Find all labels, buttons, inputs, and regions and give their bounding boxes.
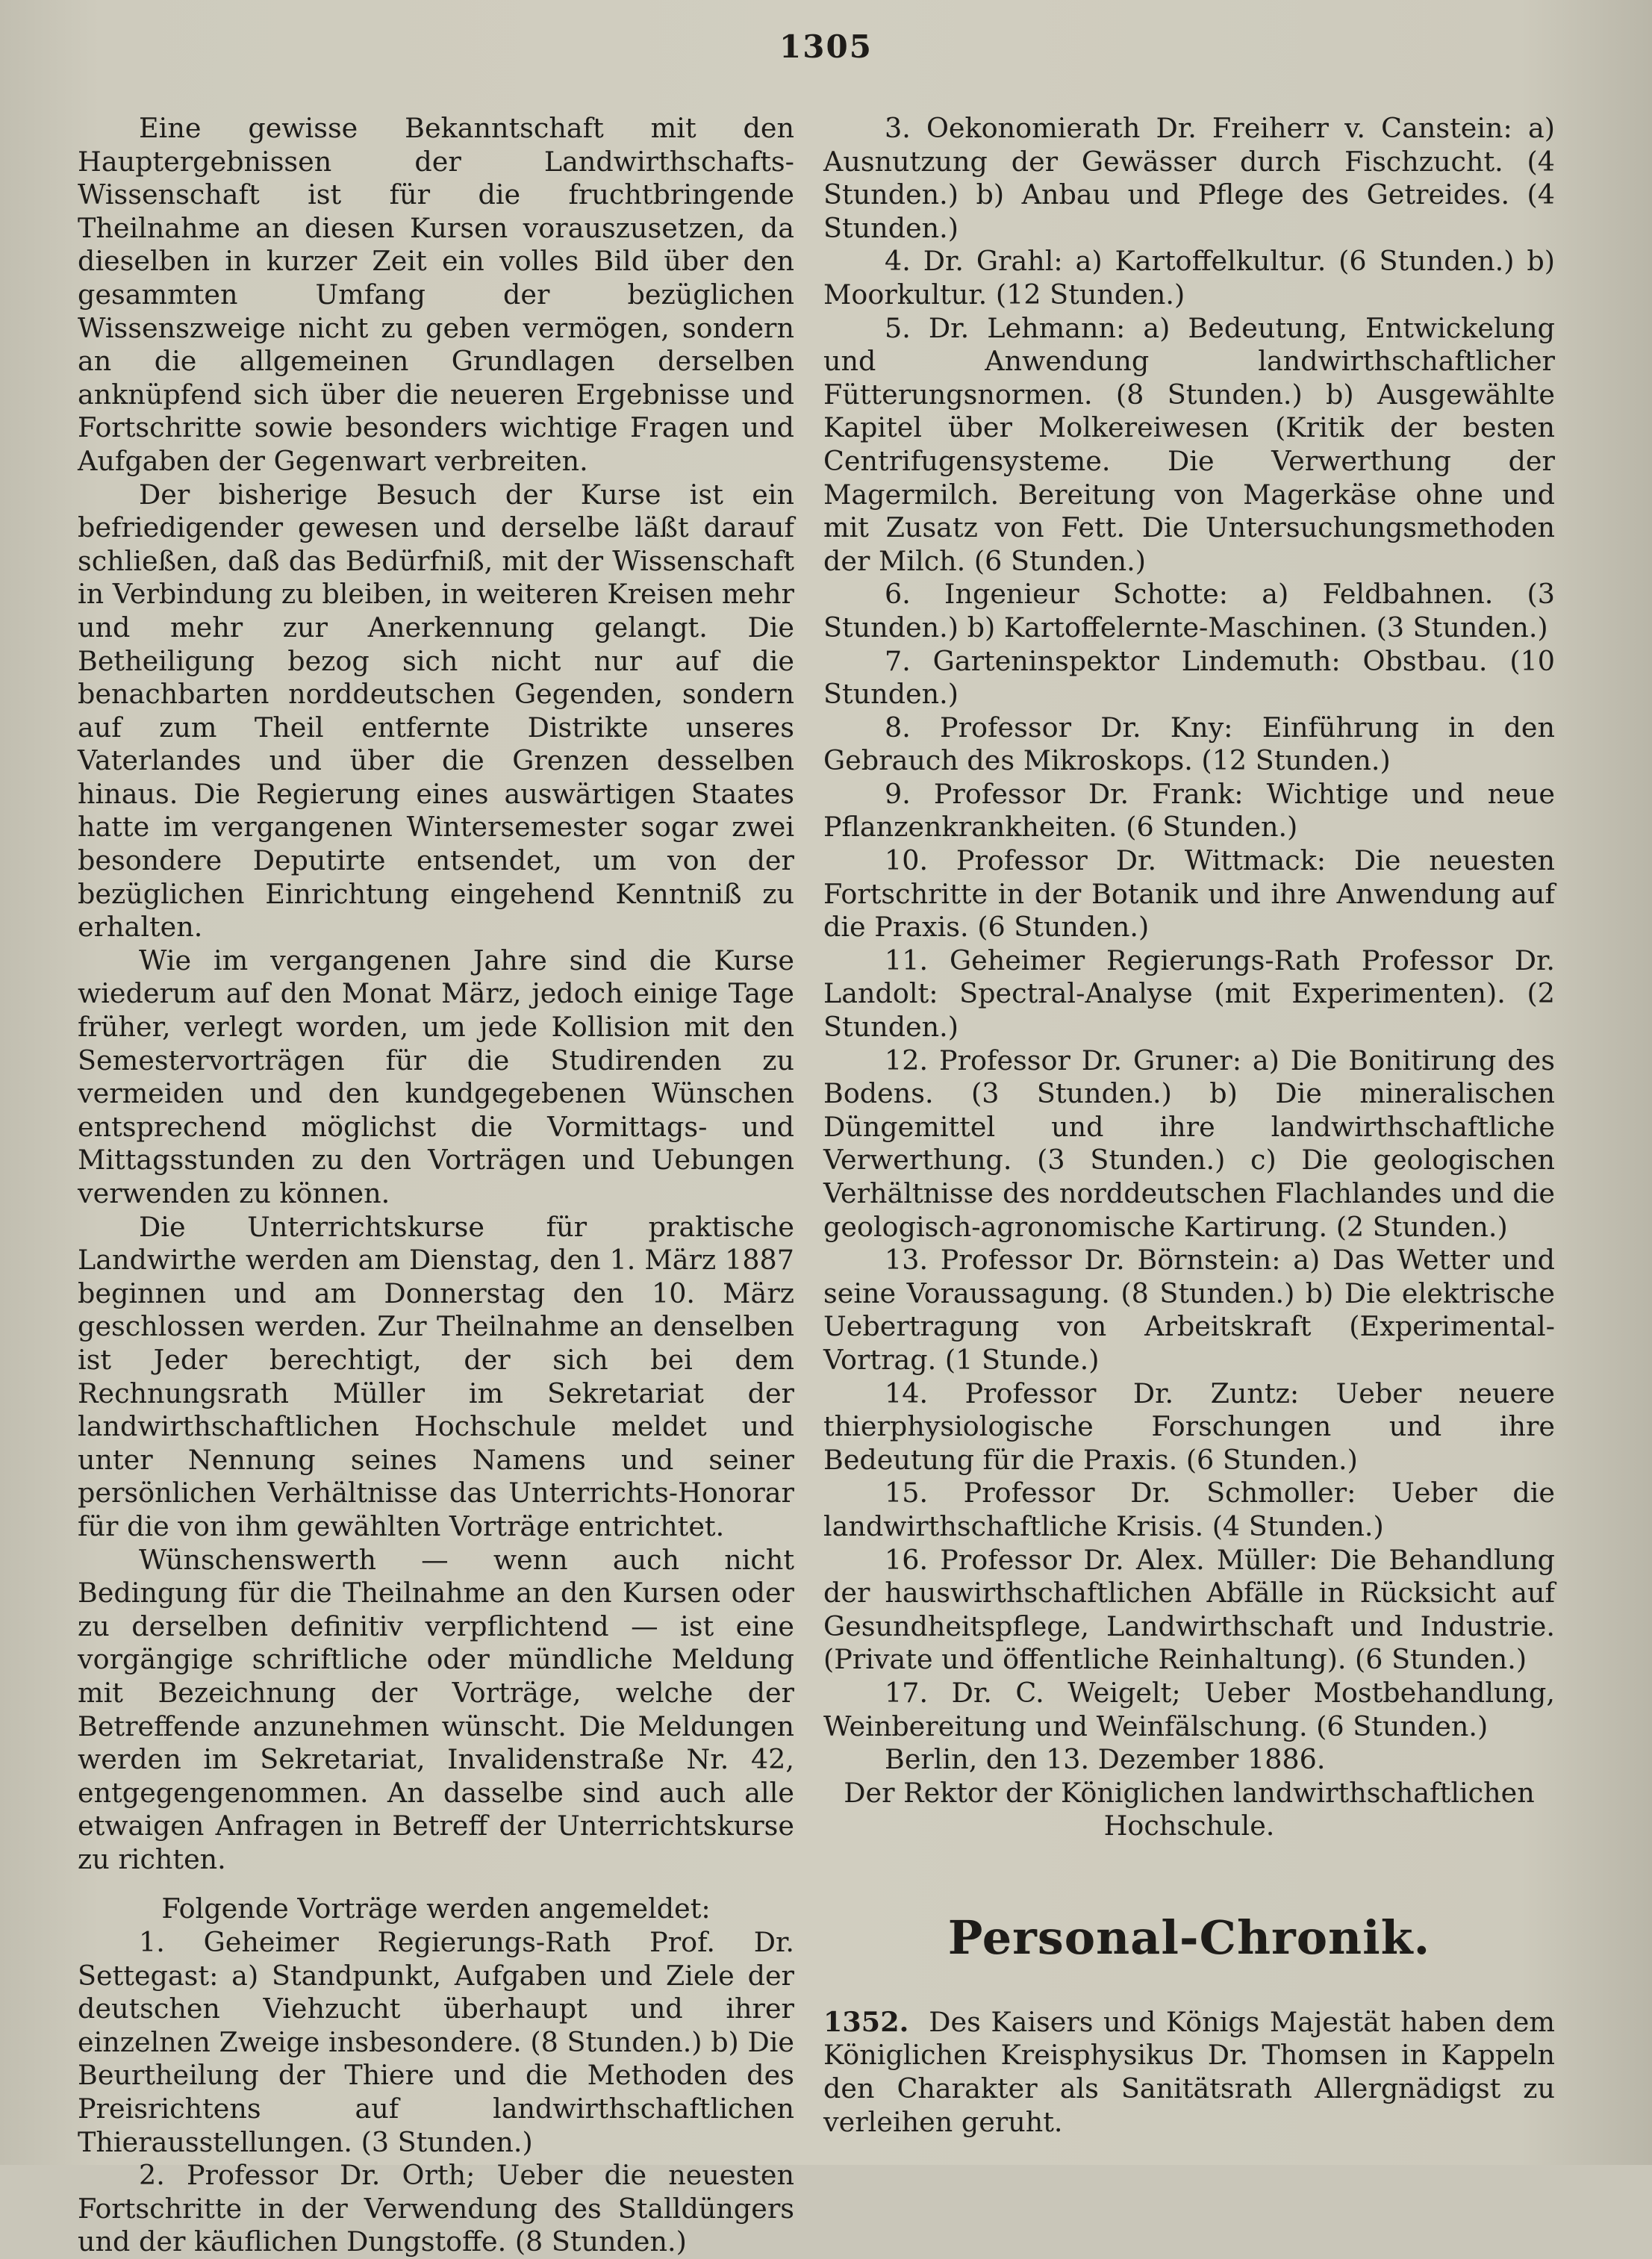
lecture-item: 9. Professor Dr. Frank: Wichtige und neue Pflanzenkrankheiten. (6 Stunden.) [823,777,1555,844]
date-line: Berlin, den 13. Dezember 1886. [885,1743,1326,1776]
lecture-item: 3. Oekonomierath Dr. Freiherr v. Canstein: a) Ausnutzung der Gewässer durch Fischzucht. (4 Stunden.) b) Anbau und Pflege des Getreides. (4 Stunden.) [823,112,1555,244]
page-number: 1305 [779,28,873,65]
lecture-item: 17. Dr. C. Weigelt; Ueber Mostbehandlung, Weinbereitung und Weinfälschung. (6 Stunden.) [823,1676,1555,1742]
lecture-item: 15. Professor Dr. Schmoller: Ueber die landwirthschaftliche Krisis. (4 Stunden.) [823,1477,1555,1542]
lecture-item: 14. Professor Dr. Zuntz: Ueber neuere thierphysiologische Forschungen und ihre Bedeutung für die Praxis. (6 Stunden.) [823,1377,1555,1476]
entry-number: 1352. [823,2005,909,2038]
signature: Der Rektor der Königlichen landwirthschaftlichen Hochschule. [844,1776,1535,1842]
lecture-item: 8. Professor Dr. Kny: Einführung in den Gebrauch des Mikroskops. (12 Stunden.) [823,711,1555,777]
entry-text: Des Kaisers und Königs Majestät haben dem Königlichen Kreisphysikus Dr. Thomsen in Kappeln den Charakter als Sanitätsrath Allergnädigst zu verleihen geruht. [823,2005,1555,2138]
section-heading: Personal-Chronik. [947,1910,1431,1965]
lecture-item: 13. Professor Dr. Börnstein: a) Das Wetter und seine Voraussagung. (8 Stunden.) b) Die elektrische Uebertragung von Arbeitskraft (Experimental-Vortrag. (1 Stunde.) [823,1244,1555,1376]
personal-entry [823,2006,1555,2139]
lecture-item: 10. Professor Dr. Wittmack: Die neuesten Fortschritte in der Botanik und ihre Anwendung auf die Praxis. (6 Stunden.) [823,844,1555,944]
lecture-item: 11. Geheimer Regierungs-Rath Professor Dr. Landolt: Spectral-Analyse (mit Experimenten). (2 Stunden.) [823,944,1555,1044]
lecture-item: 1. Geheimer Regierungs-Rath Prof. Dr. Settegast: a) Standpunkt, Aufgaben und Ziele der deutschen Viehzucht überhaupt und ihrer einzelnen Zweige insbesondere. (8 Stunden.) b) Die Beurtheilung der Thiere und die Methoden des Preisrichtens auf landwirthschaftlichen Thierausstellungen. (3 Stunden.) [78,1926,794,2158]
right-column [823,112,1555,2139]
paragraph: Der bisherige Besuch der Kurse ist ein befriedigender gewesen und derselbe läßt darauf schließen, daß das Bedürfniß, mit der Wissenschaft in Verbindung zu bleiben, in weiteren Kreisen mehr und mehr zur Anerkennung gelangt. Die Betheiligung bezog sich nicht nur auf die benachbarten norddeutschen Gegenden, sondern auf zum Theil entfernte Distrikte unseres Vaterlandes und über die Grenzen desselben hinaus. Die Regierung eines auswärtigen Staates hatte im vergangenen Wintersemester sogar zwei besondere Deputirte entsendet, um von der bezüglichen Einrichtung eingehend Kenntniß zu erhalten. [78,478,794,944]
lecture-item: 5. Dr. Lehmann: a) Bedeutung, Entwickelung und Anwendung landwirthschaftlicher Fütterungsnormen. (8 Stunden.) b) Ausgewählte Kapitel über Molkereiwesen (Kritik der besten Centrifugensysteme. Die Verwerthung der Magermilch. Bereitung von Magerkäse ohne und mit Zusatz von Fett. Die Untersuchungsmethoden der Milch. (6 Stunden.) [823,311,1555,577]
lecture-item: 4. Dr. Grahl: a) Kartoffelkultur. (6 Stunden.) b) Moorkultur. (12 Stunden.) [823,245,1555,311]
lecture-item: 16. Professor Dr. Alex. Müller: Die Behandlung der hauswirthschaftlichen Abfälle in Rücksicht auf Gesundheitspflege, Landwirthschaft und Industrie. (Private und öffentliche Reinhaltung). (6 Stunden.) [823,1543,1555,1676]
paragraph: Eine gewisse Bekanntschaft mit den Hauptergebnissen der Landwirthschafts-Wissenschaft ist für die fruchtbringende Theilnahme an diesen Kursen vorauszusetzen, da dieselben in kurzer Zeit ein volles Bild über den gesammten Umfang der bezüglichen Wissenszweige nicht zu geben vermögen, sondern an die allgemeinen Grundlagen derselben anknüpfend sich über die neueren Ergebnisse und Fortschritte sowie besonders wichtige Fragen und Aufgaben der Gegenwart verbreiten. [78,112,794,477]
lecture-item: 12. Professor Dr. Gruner: a) Die Bonitirung des Bodens. (3 Stunden.) b) Die mineralischen Düngemittel und ihre landwirthschaftliche Verwerthung. (3 Stunden.) c) Die geologischen Verhältnisse des norddeutschen Flachlandes und die geologisch-agronomische Kartirung. (2 Stunden.) [823,1044,1555,1243]
lectures-intro: Folgende Vorträge werden angemeldet: [161,1892,711,1925]
lecture-item: 6. Ingenieur Schotte: a) Feldbahnen. (3 Stunden.) b) Kartoffelernte-Maschinen. (3 Stunden.) [823,578,1555,644]
paragraph: Die Unterrichtskurse für praktische Landwirthe werden am Dienstag, den 1. März 1887 beginnen und am Donnerstag den 10. März geschlossen werden. Zur Theilnahme an denselben ist Jeder berechtigt, der sich bei dem Rechnungsrath Müller im Sekretariat der landwirthschaftlichen Hochschule meldet und unter Nennung seines Namens und seiner persönlichen Verhältnisse das Unterrichts-Honorar für die von ihm gewählten Vorträge entrichtet. [78,1210,794,1542]
paragraph: Wünschenswerth — wenn auch nicht Bedingung für die Theilnahme an den Kursen oder zu derselben definitiv verpflichtend — ist eine vorgängige schriftliche oder mündliche Meldung mit Bezeichnung der Vorträge, welche der Betreffende anzunehmen wünscht. Die Meldungen werden im Sekretariat, Invalidenstraße Nr. 42, entgegengenommen. An dasselbe sind auch alle etwaigen Anfragen in Betreff der Unterrichtskurse zu richten. [78,1543,794,1875]
left-column [78,112,794,2259]
lecture-item: 2. Professor Dr. Orth; Ueber die neuesten Fortschritte in der Verwendung des Stalldüngers und der käuflichen Dungstoffe. (8 Stunden.) [78,2159,794,2258]
lecture-item: 7. Garteninspektor Lindemuth: Obstbau. (10 Stunden.) [823,644,1555,711]
paragraph: Wie im vergangenen Jahre sind die Kurse wiederum auf den Monat März, jedoch einige Tage früher, verlegt worden, um jede Kollision mit den Semestervorträgen für die Studirenden zu vermeiden und den kundgegebenen Wünschen entsprechend möglichst die Vormittags- und Mittagsstunden zu den Vorträgen und Uebungen verwenden zu können. [78,944,794,1209]
